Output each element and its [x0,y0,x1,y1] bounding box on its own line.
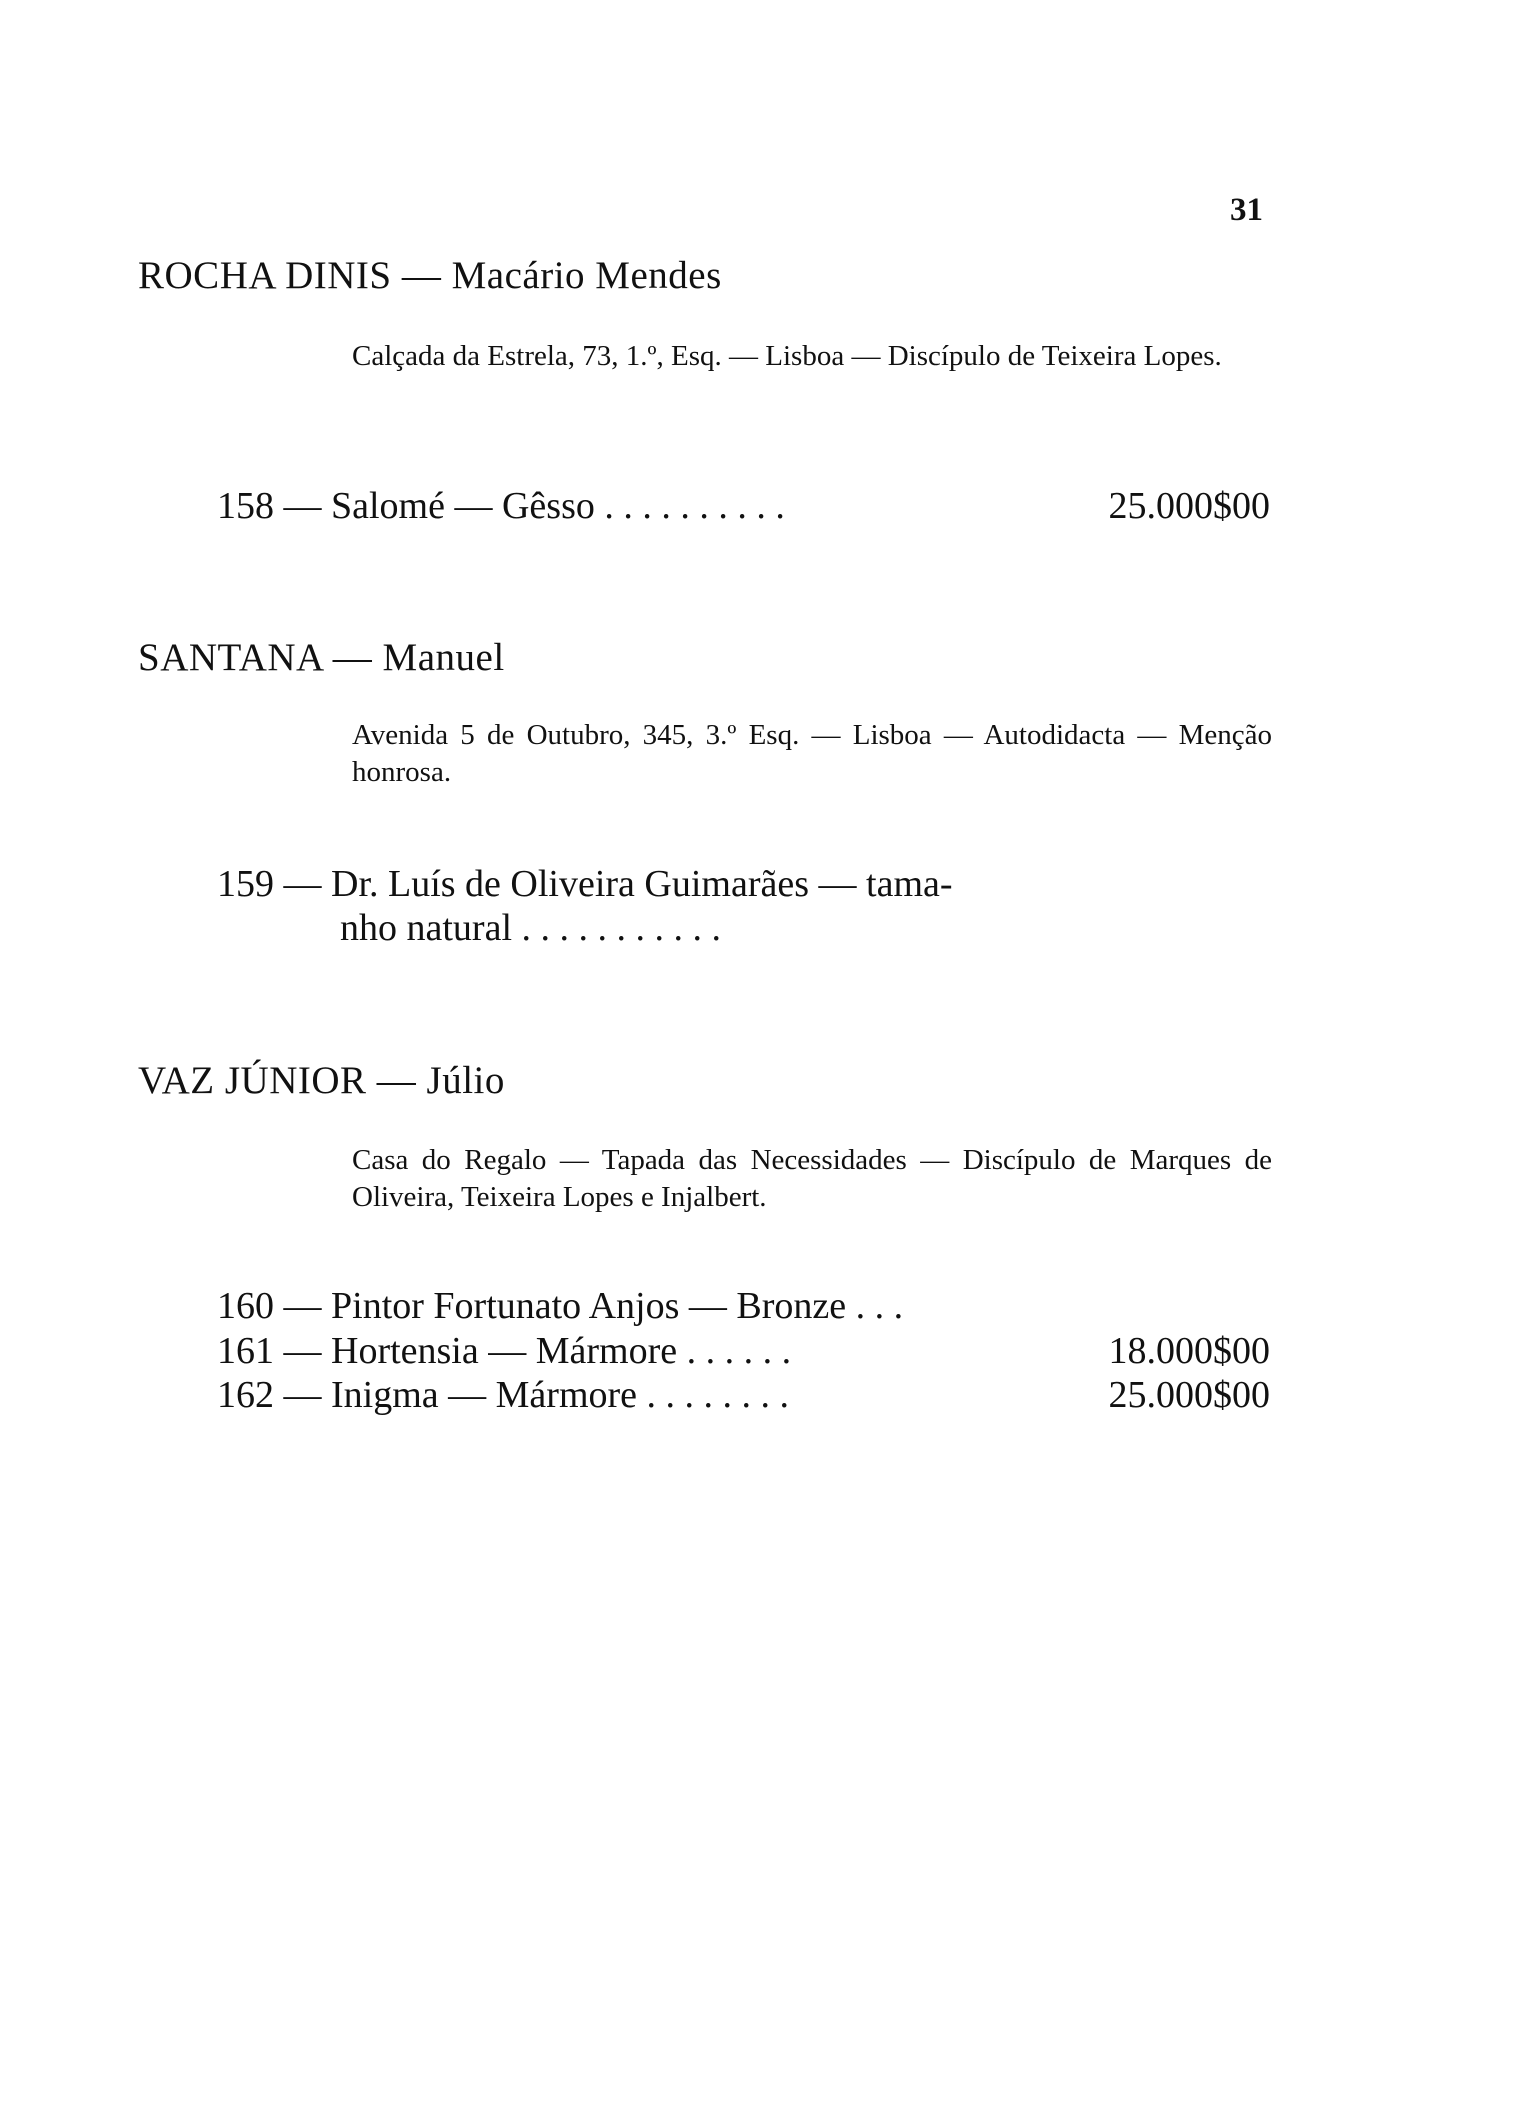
artist-heading-vaz-junior: VAZ JÚNIOR — Júlio [138,1059,505,1102]
entry-162 [217,1373,789,1417]
entry-160-title: 160 — Pintor Fortunato Anjos — Bronze [217,1285,847,1327]
page-number: 31 [1230,192,1263,228]
entry-162-title: 162 — Inigma — Mármore [217,1374,638,1416]
entry-161 [217,1329,791,1373]
entry-158-leader: . . . . . . . . . . [594,485,785,527]
entry-158-title: 158 — Salomé — Gêsso [217,485,595,527]
entry-161-leader: . . . . . . [677,1330,792,1372]
entry-159 [217,862,953,906]
entry-160-leader: . . . [846,1285,904,1327]
entry-162-price: 25.000$00 [1108,1374,1270,1416]
entry-162-leader: . . . . . . . . [637,1374,790,1416]
artist-heading-santana: SANTANA — Manuel [138,636,505,679]
entry-159-continuation: nho natural [340,907,513,949]
entry-159-leader: . . . . . . . . . . . [512,907,722,949]
entry-161-title: 161 — Hortensia — Mármore [217,1330,678,1372]
entry-158-price: 25.000$00 [1108,485,1270,527]
entry-158 [217,484,785,528]
artist-details-rocha-dinis: Calçada da Estrela, 73, 1.º, Esq. — Lisboa — Discípulo de Teixeira Lopes. [352,340,1222,372]
entry-159-continuation-line [340,906,721,950]
entry-161-price: 18.000$00 [1108,1330,1270,1372]
entry-159-title: 159 — Dr. Luís de Oliveira Guimarães — tama- [217,863,953,905]
entry-160 [217,1284,903,1328]
artist-details-vaz-junior: Casa do Regalo — Tapada das Necessidades — Discípulo de Marques de Oliveira, Teixeira Lopes e Injalbert. [352,1144,1272,1213]
artist-heading-rocha-dinis: ROCHA DINIS — Macário Mendes [138,254,722,297]
artist-details-santana: Avenida 5 de Outubro, 345, 3.º Esq. — Lisboa — Autodidacta — Menção honrosa. [352,719,1272,788]
